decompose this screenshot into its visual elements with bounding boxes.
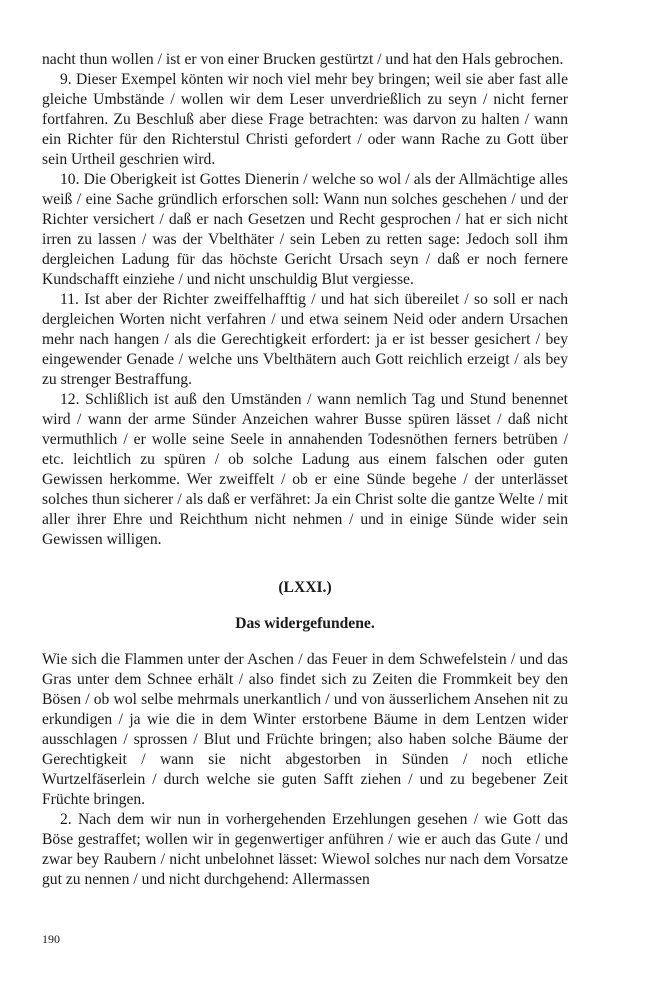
paragraph-10: 10. Die Oberigkeit ist Gottes Dienerin / welche so wol / als der Allmächtige alles weiß / eine Sache gründlich erforschen soll: Wann nun solches geschehen / und der Richter versichert / daß er nach Gesetzen und Recht gesprochen / hat er sich nicht irren zu lassen / was der Vbelthäter / sein Leben zu retten sage: Jedoch soll ihm dergleichen Ladung für das höchste Gericht Ursach seyn / daß er noch fernere Kundschafft einziehe / und nicht unschuldig Blut vergiesse.	[42, 171, 568, 288]
paragraph-11: 11. Ist aber der Richter zweiffelhafftig / und hat sich übereilet / so soll er nach dergleichen Worten nicht verfahren / und etwa seinem Neid oder andern Ursachen mehr nach hangen / als die Gerechtigkeit erfordert: ja er ist besser gesichert / bey eingewender Genade / welche uns Vbelthätern auch Gott reichlich erzeigt / als bey zu strenger Bestraffung.	[42, 291, 568, 388]
paragraph-continuation: nacht thun wollen / ist er von einer Brucken gestürtzt / und hat den Hals gebrochen.	[42, 51, 564, 68]
page-body	[42, 50, 568, 890]
paragraph-1: Wie sich die Flammen unter der Aschen / das Feuer in dem Schwefelstein / und das Gras unter dem Schnee erhält / also findet sich zu Zeiten die Frommkeit bey den Bösen / ob wol selbe mehrmals unerkantlich / und von äusserlichem Ansehen nit zu erkundigen / ja wie die in dem Winter erstorbene Bäume in dem Lentzen wider ausschlagen / sprossen / Blut und Früchte bringen; also haben solche Bäume der Gerechtigkeit / wann sie nicht abgestorben in Sünden / noch etliche Wurtzelfäserlein / durch welche sie guten Safft ziehen / und zu begebener Zeit Früchte bringen.	[42, 651, 568, 808]
paragraph-9: 9. Dieser Exempel könten wir noch viel mehr bey bringen; weil sie aber fast alle gleiche Umbstände / wollen wir dem Leser unverdrießlich zu seyn / nicht ferner fortfahren. Zu Beschluß aber diese Frage betrachten: was darvon zu halten / wann ein Richter für den Richterstul Christi gefordert / oder wann Rache zu Gott über sein Urtheil geschrien wird.	[42, 71, 568, 168]
chapter-title: Das widergefundene.	[235, 615, 375, 632]
paragraph-12: 12. Schlißlich ist auß den Umständen / wann nemlich Tag und Stund benennet wird / wann der arme Sünder Anzeichen wahrer Busse spüren lässet / daß nicht vermuthlich / er wolle seine Seele in annahenden Todesnöthen ferners betrüben / etc. leichtlich zu spüren / ob solche Ladung aus einem falschen oder guten Gewissen herkomme. Wer zweiffelt / ob er eine Sünde begehe / der unterlässet solches thun sicherer / als daß er verfähret: Ja ein Christ solte die gantze Welte / mit aller ihrer Ehre und Reichthum nicht nehmen / und in einige Sünde wider sein Gewissen willigen.	[42, 391, 568, 548]
chapter-number: (LXXI.)	[278, 579, 332, 596]
page-number: 190	[42, 932, 60, 946]
paragraph-2: 2. Nach dem wir nun in vorhergehenden Erzehlungen gesehen / wie Gott das Böse gestraffet; wollen wir in gegenwertiger anführen / wie er auch das Gute / und zwar bey Raubern / nicht unbelohnet lässet: Wiewol solches nur nach dem Vorsatze gut zu nennen / und nicht durchgehend: Allermassen	[42, 811, 568, 888]
